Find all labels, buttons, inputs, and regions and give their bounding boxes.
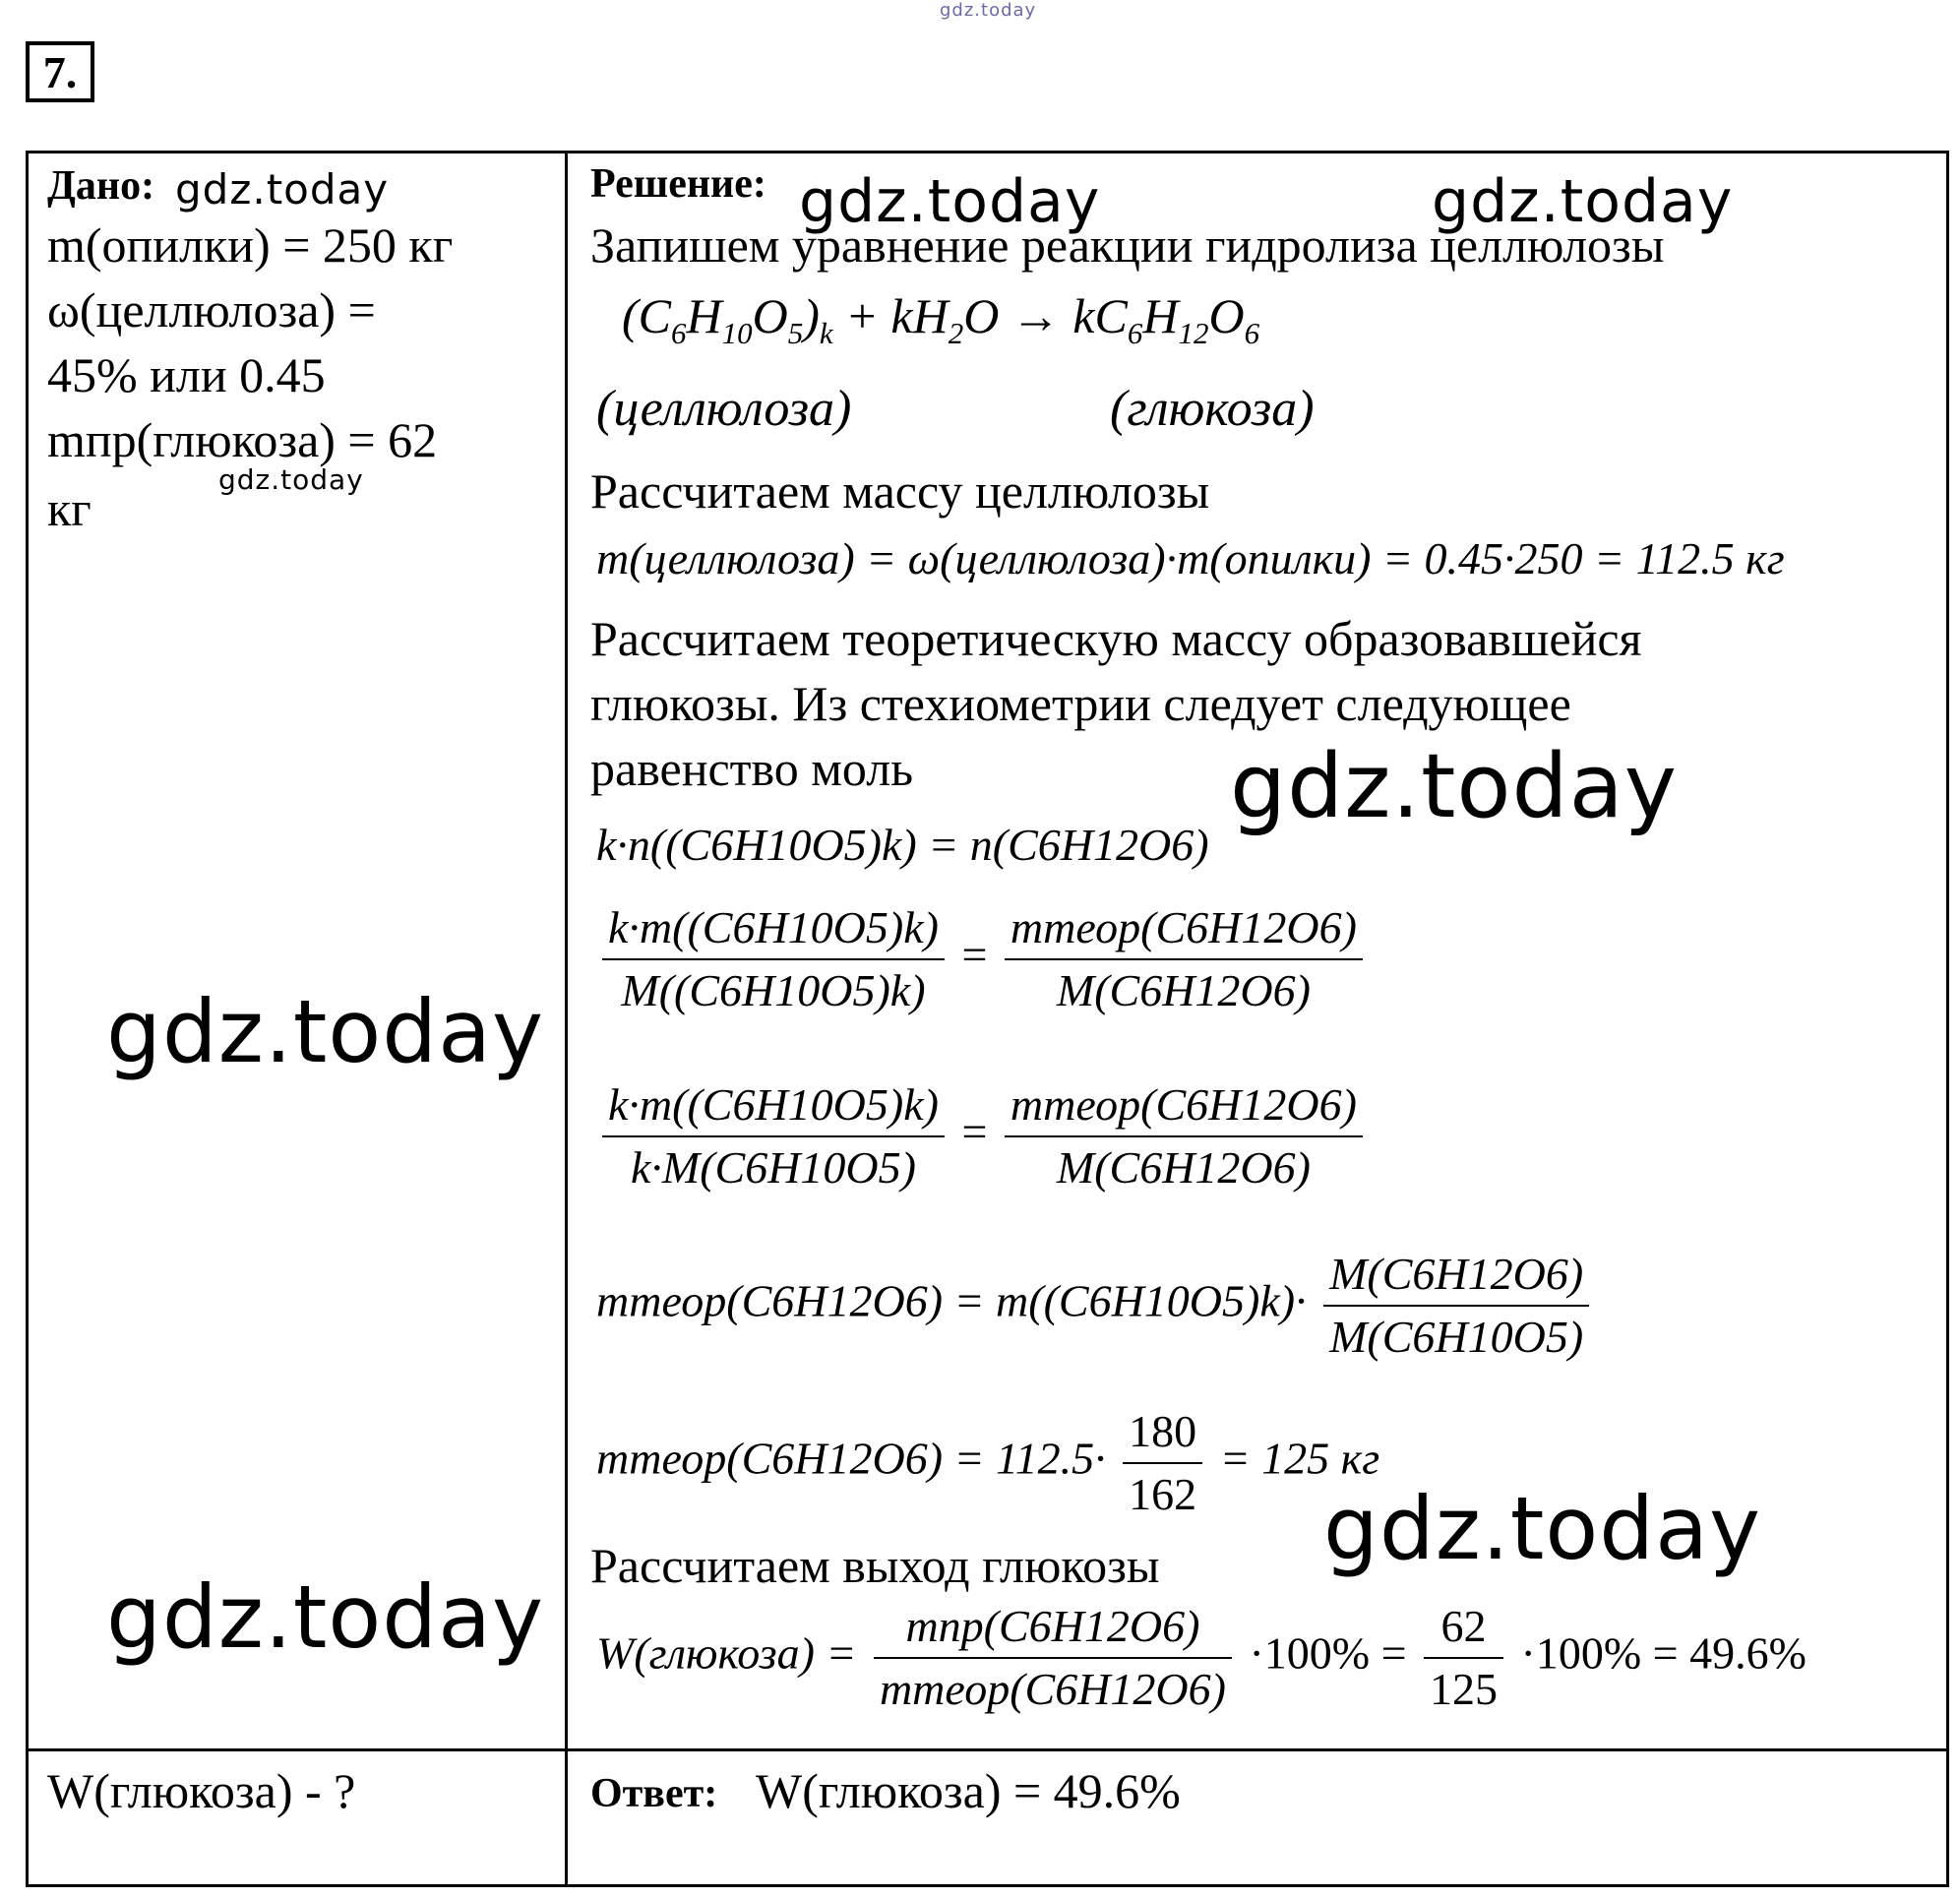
watermark: gdz.today xyxy=(106,981,545,1082)
given-line: 45% или 0.45 xyxy=(47,347,326,402)
answer-label: Ответ: xyxy=(590,1771,718,1816)
equation-fraction-1: $\frac{k\cdot m((C6H10O5)k)}{M((C6H10O5)k)}$ = $\frac{\text{mтеор(C6H12O6)}}{M(C6H12O6)}$ xyxy=(596,905,1369,1013)
equation-fraction-2: $\frac{k\cdot m((C6H10O5)k)}{k\cdot M(C6H10O5)}$ = $\frac{\text{mтеор(C6H12O6)}}{M(C6H12O6)}$ xyxy=(596,1082,1369,1191)
solution-text: Рассчитаем выход глюкозы xyxy=(590,1538,1160,1593)
find-line: W(глюкоза) - ? xyxy=(47,1763,356,1818)
given-heading: Дано: xyxy=(47,163,155,209)
solution-text: равенство моль xyxy=(590,741,914,796)
equation-moles: k·n((C6H10O5)k) = n(C6H12O6) xyxy=(596,820,1209,870)
equation-yield: W(глюкоза) = $\frac{\text{mпр(C6H12O6)}}{\text{mтеор(C6H12O6)}}$ ·100% = $\frac{62}{125}$ ·100% = 49.6% xyxy=(596,1601,1807,1714)
equation-calculation: mтеор(C6H12O6) = 112.5· $\frac{180}{162}$ = 125 кг xyxy=(596,1406,1380,1519)
given-line: mпр(глюкоза) = 62 xyxy=(47,412,438,467)
given-line: кг xyxy=(47,481,92,536)
watermark: gdz.today xyxy=(1323,1478,1762,1579)
label-glucose: (глюкоза) xyxy=(1110,381,1315,437)
row-divider xyxy=(26,1748,1949,1751)
solution-text: Рассчитаем теоретическую массу образовавшейся xyxy=(590,611,1642,666)
solution-text: Рассчитаем массу целлюлозы xyxy=(590,463,1210,519)
answer-text: W(глюкоза) = 49.6% xyxy=(756,1763,1181,1818)
given-line: ω(целлюлоза) = xyxy=(47,282,376,337)
watermark: gdz.today xyxy=(218,463,364,496)
equation-theoretical-mass: mтеор(C6H12O6) = m((C6H10O5)k)· $\frac{M(C6H12O6)}{M(C6H10O5)}$ xyxy=(596,1252,1595,1360)
watermark: gdz.today xyxy=(175,165,390,214)
given-line: m(опилки) = 250 кг xyxy=(47,217,454,273)
solution-heading: Решение: xyxy=(590,161,766,207)
watermark: gdz.today xyxy=(106,1566,545,1668)
watermark-top: gdz.today xyxy=(940,0,1037,21)
solution-text: глюкозы. Из стехиометрии следует следующее xyxy=(590,676,1571,731)
watermark: gdz.today xyxy=(799,167,1101,236)
watermark: gdz.today xyxy=(1230,735,1679,838)
equation-mass: m(целлюлоза) = ω(целлюлоза)·m(опилки) = 0.45·250 = 112.5 кг xyxy=(596,533,1785,583)
label-cellulose: (целлюлоза) xyxy=(596,381,852,437)
problem-number: 7. xyxy=(26,41,94,102)
solution-text: Запишем уравнение реакции гидролиза целлюлозы xyxy=(590,217,1665,273)
reaction-equation: $(C_6H_{10}O_5)_k + kH_2O \to kC_6H_{12}O_6$ xyxy=(622,288,1260,350)
column-divider xyxy=(565,151,568,1887)
watermark: gdz.today xyxy=(1432,167,1734,236)
